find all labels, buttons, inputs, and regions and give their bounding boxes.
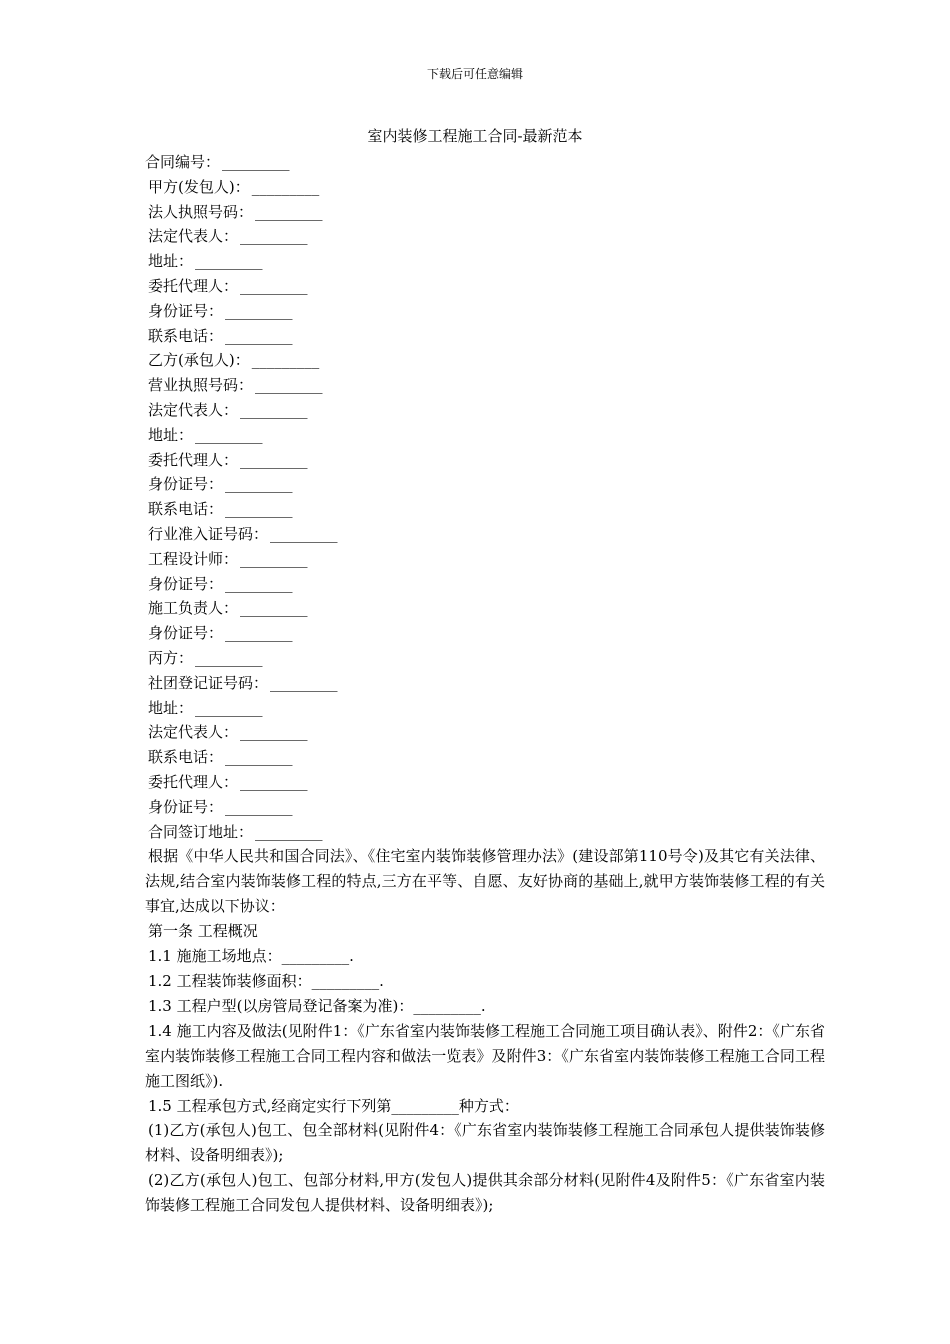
field-label: 法定代表人：	[148, 723, 239, 742]
field-party-b-id	[145, 472, 825, 497]
field-label: 委托代理人：	[148, 772, 239, 791]
field-party-a-address	[145, 249, 825, 274]
field-label: 行业准入证号码：	[148, 524, 269, 543]
clause-1-4: 1.4 施工内容及做法(见附件1：《广东省室内装饰装修工程施工合同施工项目确认表》、附件2：《广东省室内装饰装修工程施工合同工程内容和做法一览表》及附件3：《广东省室内装饰装修工程施工合同工程施工图纸》).	[145, 1021, 825, 1090]
field-party-a-license	[145, 200, 825, 225]
field-blank: _________	[225, 326, 293, 345]
preamble-paragraph: 根据《中华人民共和国合同法》、《住宅室内装饰装修管理办法》(建设部第110号令)及其它有关法律、法规,结合室内装饰装修工程的特点,三方在平等、自愿、友好协商的基础上,就甲方装饰装修工程的有关事宜,达成以下协议：	[145, 847, 825, 916]
field-blank: _________	[251, 351, 320, 370]
field-blank: _________	[195, 252, 263, 271]
field-blank: _________	[225, 624, 293, 643]
field-blank: _________	[255, 822, 323, 841]
field-label: 委托代理人：	[148, 450, 239, 469]
document-body	[145, 150, 825, 1218]
clause-1-3: 1.3 工程户型(以房管局登记备案为准)：_________.	[148, 996, 486, 1015]
clause-1-2: 1.2 工程装饰装修面积：_________.	[148, 971, 384, 990]
field-party-a-legal-rep	[145, 224, 825, 249]
field-label: 联系电话：	[148, 748, 224, 767]
field-construction-lead-id	[145, 621, 825, 646]
field-label: 地址：	[148, 425, 194, 444]
field-label: 合同签订地址：	[148, 822, 254, 841]
field-party-b-legal-rep	[145, 398, 825, 423]
field-party-a-phone	[145, 324, 825, 349]
field-blank: _________	[240, 549, 308, 568]
field-blank: _________	[195, 425, 263, 444]
field-party-b-phone	[145, 497, 825, 522]
field-blank: _________	[195, 648, 263, 667]
field-label: 法人执照号码：	[148, 202, 254, 221]
field-blank: _________	[240, 723, 308, 742]
field-party-a	[145, 175, 825, 200]
field-label: 地址：	[148, 252, 194, 271]
field-party-b-license	[145, 373, 825, 398]
field-label: 营业执照号码：	[148, 376, 254, 395]
field-party-b	[145, 348, 825, 373]
clause-1-1: 1.1 施施工场地点：_________.	[148, 947, 354, 966]
field-label: 联系电话：	[148, 500, 224, 519]
field-label: 工程设计师：	[148, 549, 239, 568]
field-blank: _________	[240, 227, 308, 246]
clause-1-5-option-1: (1)乙方(承包人)包工、包全部材料(见附件4：《广东省室内装饰装修工程施工合同承包人提供装饰装修材料、设备明细表》);	[145, 1121, 825, 1165]
field-label: 身份证号：	[148, 797, 224, 816]
field-blank: _________	[225, 475, 293, 494]
field-label: 甲方(发包人)：	[148, 177, 250, 196]
field-blank: _________	[222, 153, 290, 171]
field-label: 乙方(承包人)：	[148, 351, 250, 370]
field-label: 丙方：	[148, 648, 194, 667]
field-blank: _________	[240, 450, 308, 469]
field-label: 社团登记证号码：	[148, 673, 269, 692]
field-party-c-phone	[145, 745, 825, 770]
field-party-b-agent	[145, 448, 825, 473]
field-label: 身份证号：	[148, 574, 224, 593]
field-signing-address	[145, 820, 825, 845]
field-blank: _________	[240, 400, 308, 419]
field-party-c-id	[145, 795, 825, 820]
field-party-c-address	[145, 696, 825, 721]
field-blank: _________	[255, 376, 323, 395]
field-blank: _________	[255, 202, 323, 221]
field-party-c-legal-rep	[145, 720, 825, 745]
clause-1-5-option-2: (2)乙方(承包人)包工、包部分材料,甲方(发包人)提供其余部分材料(见附件4及附件5：《广东省室内装饰装修工程施工合同发包人提供材料、设备明细表》);	[145, 1171, 825, 1215]
field-blank: _________	[225, 500, 293, 519]
field-blank: _________	[270, 524, 338, 543]
field-construction-lead	[145, 596, 825, 621]
field-industry-permit	[145, 522, 825, 547]
field-blank: _________	[225, 301, 293, 320]
field-label: 联系电话：	[148, 326, 224, 345]
field-blank: _________	[251, 177, 320, 196]
field-blank: _________	[240, 772, 308, 791]
field-party-a-agent	[145, 274, 825, 299]
field-party-c-agent	[145, 770, 825, 795]
field-label: 身份证号：	[148, 475, 224, 494]
document-title: 室内装修工程施工合同-最新范本	[367, 127, 583, 145]
field-label: 委托代理人：	[148, 276, 239, 295]
field-blank: _________	[240, 599, 308, 618]
field-blank: _________	[225, 748, 293, 767]
field-blank: _________	[240, 276, 308, 295]
header-note: 下载后可任意编辑	[426, 67, 523, 81]
field-label: 身份证号：	[148, 301, 224, 320]
field-party-c	[145, 646, 825, 671]
field-blank: _________	[225, 574, 293, 593]
field-label: 法定代表人：	[148, 227, 239, 246]
field-party-a-id	[145, 299, 825, 324]
field-blank: _________	[195, 698, 263, 717]
field-label: 身份证号：	[148, 624, 224, 643]
field-label: 施工负责人：	[148, 599, 239, 618]
field-blank: _________	[270, 673, 338, 692]
field-label: 法定代表人：	[148, 400, 239, 419]
article-1-heading: 第一条 工程概况	[148, 922, 258, 941]
field-designer	[145, 547, 825, 572]
field-label: 地址：	[148, 698, 194, 717]
field-party-b-address	[145, 423, 825, 448]
field-designer-id	[145, 572, 825, 597]
field-blank: _________	[225, 797, 293, 816]
clause-1-5: 1.5 工程承包方式,经商定实行下列第_________种方式：	[148, 1096, 519, 1115]
field-label: 合同编号：	[145, 153, 221, 171]
field-party-c-registration	[145, 671, 825, 696]
field-contract-number	[145, 150, 825, 175]
